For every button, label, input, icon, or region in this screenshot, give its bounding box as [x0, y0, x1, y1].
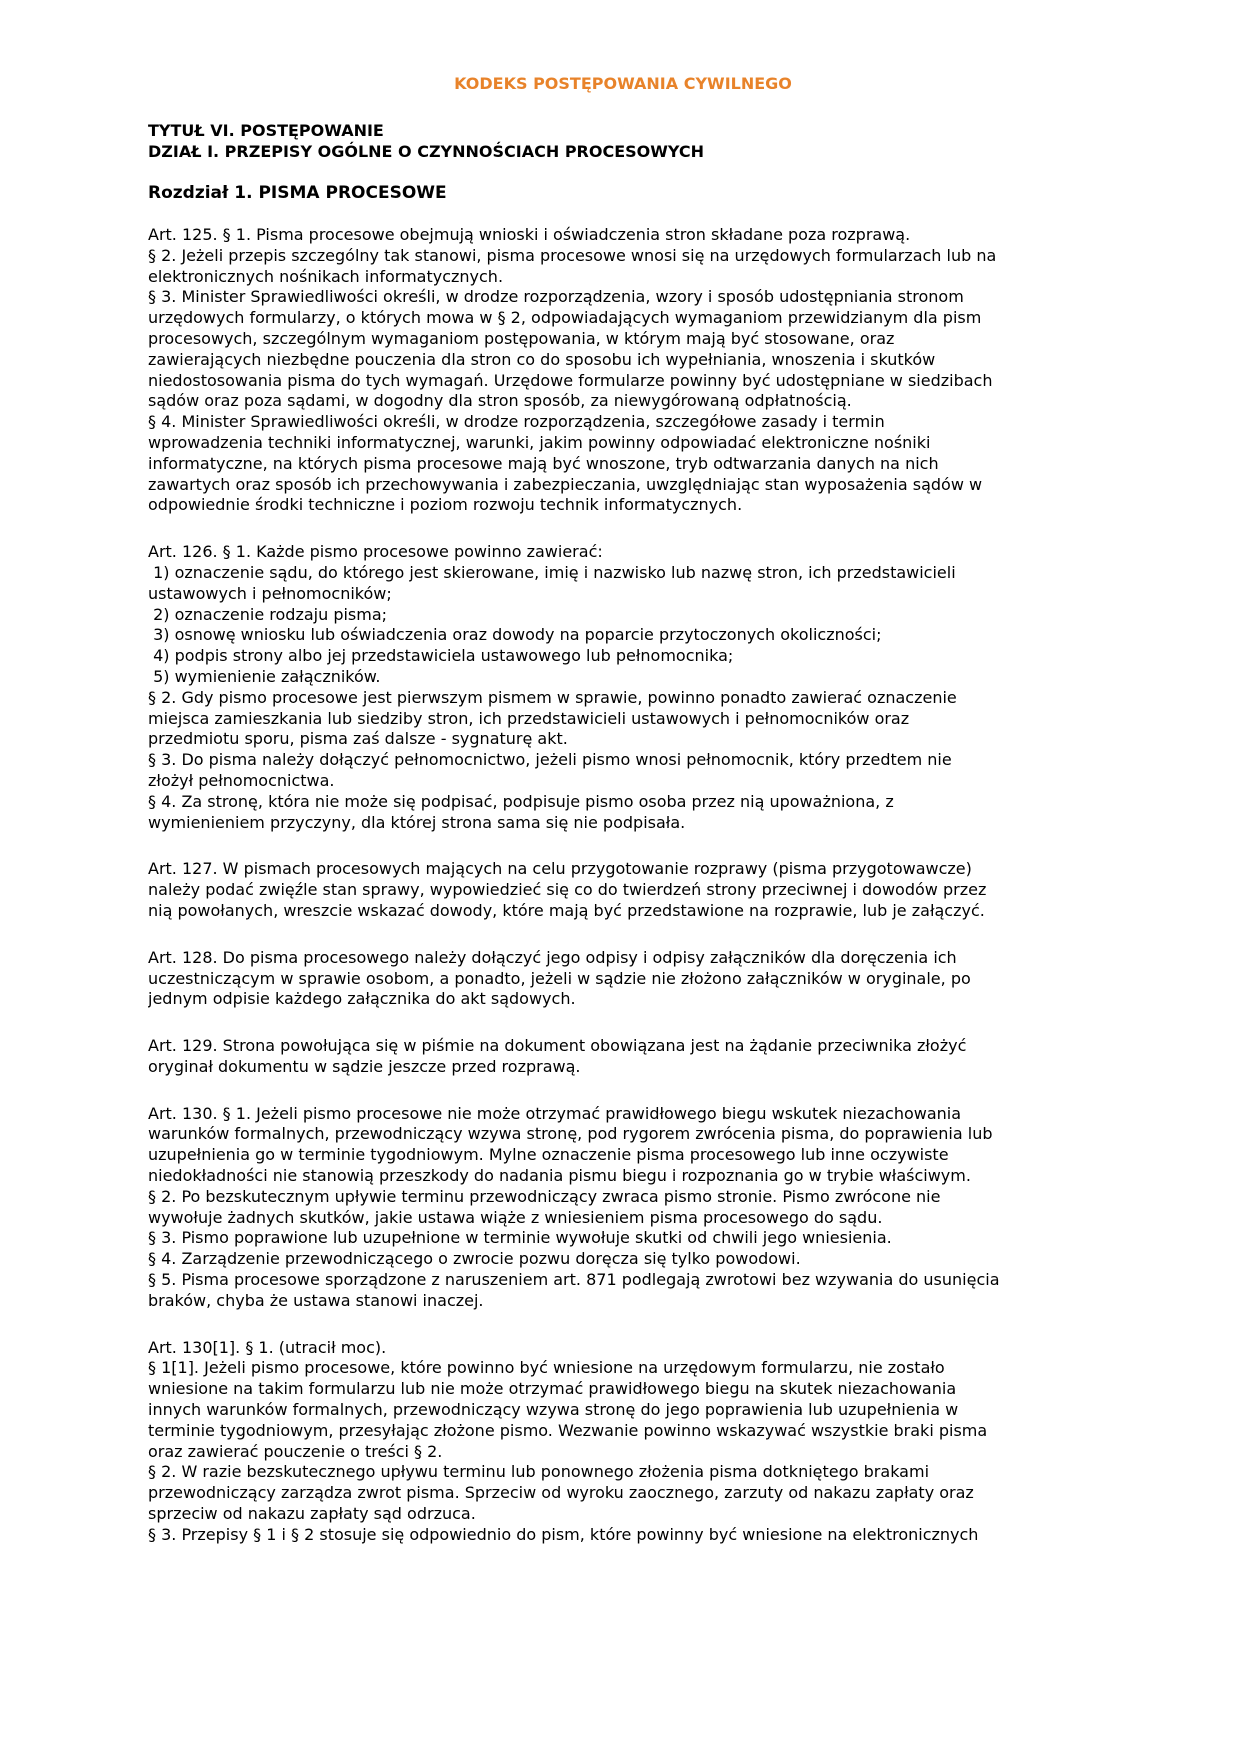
article-128: [148, 948, 1098, 1010]
article-text-line: Art. 125. § 1. Pisma procesowe obejmują wnioski i oświadczenia stron składane poza rozprawą.: [148, 225, 911, 244]
article-text-line: złożył pełnomocnictwa.: [148, 770, 335, 790]
article-text-line: 3) osnowę wniosku lub oświadczenia oraz dowody na poparcie przytoczonych okoliczności;: [148, 625, 882, 645]
article-text-line: uzupełnienia go w terminie tygodniowym. Mylne oznaczenie pisma procesowego lub inne oczywiste: [148, 1145, 949, 1165]
article-text-line: terminie tygodniowym, przesyłając złożone pismo. Wezwanie powinno wskazywać wszystkie braki pisma: [148, 1420, 988, 1440]
article-text-line: 4) podpis strony albo jej przedstawiciela ustawowego lub pełnomocnika;: [148, 646, 734, 666]
article-129: [148, 1036, 1098, 1078]
article-text-line: ustawowych i pełnomocników;: [148, 583, 392, 603]
article-text-line: Art. 130[1]. § 1. (utracił moc).: [148, 1337, 387, 1357]
article-text-line: § 2. Po bezskutecznym upływie terminu przewodniczący zwraca pismo stronie. Pismo zwrócone nie: [148, 1186, 941, 1206]
article-text-line: należy podać zwięźle stan sprawy, wypowiedzieć się co do twierdzeń strony przeciwnej i dowodów przez: [148, 880, 987, 900]
article-text-line: § 1[1]. Jeżeli pismo procesowe, które powinno być wniesione na urzędowym formularzu, nie zostało: [148, 1358, 945, 1378]
article-text-line: § 3. Minister Sprawiedliwości określi, w drodze rozporządzenia, wzory i sposób udostępniania stronom: [148, 287, 964, 307]
article-text-line: § 2. W razie bezskutecznego upływu terminu lub ponownego złożenia pisma dotkniętego brakami: [148, 1462, 930, 1482]
article-text-line: § 5. Pisma procesowe sporządzone z naruszeniem art. 871 podlegają zwrotowi bez wzywania do usunięcia: [148, 1270, 1000, 1290]
article-text-line: jednym odpisie każdego załącznika do akt sądowych.: [148, 989, 576, 1009]
article-text-line: wywołuje żadnych skutków, jakie ustawa wiąże z wniesieniem pisma procesowego do sądu.: [148, 1207, 883, 1227]
article-text-line: Art. 130. § 1. Jeżeli pismo procesowe nie może otrzymać prawidłowego biegu wskutek niezachowania: [148, 1103, 962, 1123]
article-text-line: warunków formalnych, przewodniczący wzywa stronę, pod rygorem zwrócenia pisma, do poprawienia lub: [148, 1124, 993, 1144]
article-text-line: oraz zawierać pouczenie o treści § 2.: [148, 1441, 443, 1461]
article-text-line: § 2. Jeżeli przepis szczególny tak stanowi, pisma procesowe wnosi się na urzędowych formularzach lub na: [148, 245, 997, 265]
article-text-line: sądów oraz poza sądami, w dogodny dla stron sposób, za niewygórowaną odpłatnością.: [148, 391, 852, 411]
article-text-line: 2) oznaczenie rodzaju pisma;: [148, 604, 388, 624]
article-text-line: § 4. Zarządzenie przewodniczącego o zwrocie pozwu doręcza się tylko powodowi.: [148, 1249, 801, 1269]
article-text-line: 1) oznaczenie sądu, do którego jest skierowane, imię i nazwisko lub nazwę stron, ich przedstawicieli: [148, 562, 956, 582]
article-text-line: Art. 126. § 1. Każde pismo procesowe powinno zawierać:: [148, 542, 603, 562]
article-text-line: uczestniczącym w sprawie osobom, a ponadto, jeżeli w sądzie nie złożono załączników w oryginale, po: [148, 968, 971, 988]
document-page: [148, 72, 1098, 1572]
article-text-line: 5) wymienienie załączników.: [148, 666, 381, 686]
article-text-line: elektronicznych nośnikach informatycznych.: [148, 266, 504, 286]
article-text-line: § 3. Przepisy § 1 i § 2 stosuje się odpowiednio do pism, które powinny być wniesione na elektronicznych: [148, 1524, 979, 1544]
article-text-line: miejsca zamieszkania lub siedziby stron, ich przedstawicieli ustawowych i pełnomocników oraz: [148, 708, 910, 728]
article-text-line: niedokładności nie stanowią przeszkody do nadania pismu biegu i rozpoznania go w trybie właściwym.: [148, 1166, 971, 1186]
article-text-line: braków, chyba że ustawa stanowi inaczej.: [148, 1290, 484, 1310]
article-text-line: informatyczne, na których pisma procesowe mają być wnoszone, tryb odtwarzania danych na nich: [148, 453, 939, 473]
division-heading: DZIAŁ I. PRZEPISY OGÓLNE O CZYNNOŚCIACH PROCESOWYCH: [148, 142, 705, 161]
article-130: [148, 1104, 1098, 1312]
article-127: [148, 859, 1098, 921]
article-text-line: procesowych, szczególnym wymaganiom postępowania, w którym mają być stosowane, oraz: [148, 328, 895, 348]
chapter-heading: Rozdział 1. PISMA PROCESOWE: [148, 183, 447, 203]
article-text-line: przewodniczący zarządza zwrot pisma. Sprzeciw od wyroku zaocznego, zarzuty od nakazu zapłaty oraz: [148, 1483, 974, 1503]
document-title: KODEKS POSTĘPOWANIA CYWILNEGO: [454, 74, 792, 93]
article-text-line: § 3. Pismo poprawione lub uzupełnione w terminie wywołuje skutki od chwili jego wniesienia.: [148, 1228, 892, 1248]
article-text-line: odpowiednie środki techniczne i poziom rozwoju technik informatycznych.: [148, 495, 743, 515]
article-text-line: Art. 129. Strona powołująca się w piśmie na dokument obowiązana jest na żądanie przeciwnika złożyć: [148, 1036, 967, 1056]
article-126: [148, 542, 1098, 833]
article-text-line: zawartych oraz sposób ich przechowywania i zabezpieczania, uwzględniając stan wyposażenia sądów w: [148, 474, 983, 494]
article-text-line: § 2. Gdy pismo procesowe jest pierwszym pismem w sprawie, powinno ponadto zawierać oznaczenie: [148, 687, 957, 707]
article-text-line: niedostosowania pisma do tych wymagań. Urzędowe formularze powinny być udostępniane w siedzibach: [148, 370, 993, 390]
article-130-1: [148, 1338, 1098, 1546]
articles-container: [148, 225, 1098, 1546]
article-text-line: Art. 127. W pismach procesowych mających na celu przygotowanie rozprawy (pisma przygotowawcze): [148, 859, 972, 879]
title-heading: TYTUŁ VI. POSTĘPOWANIE: [148, 121, 384, 140]
article-text-line: § 4. Za stronę, która nie może się podpisać, podpisuje pismo osoba przez nią upoważniona, z: [148, 791, 894, 811]
article-text-line: wprowadzenia techniki informatycznej, warunki, jakim powinny odpowiadać elektroniczne nośniki: [148, 432, 931, 452]
article-text-line: sprzeciw od nakazu zapłaty sąd odrzuca.: [148, 1504, 476, 1524]
article-text-line: oryginał dokumentu w sądzie jeszcze przed rozprawą.: [148, 1056, 581, 1076]
article-text-line: urzędowych formularzy, o których mowa w § 2, odpowiadających wymaganiom przewidzianym dla pism: [148, 308, 982, 328]
article-text-line: wymienieniem przyczyny, dla której strona sama się nie podpisała.: [148, 812, 686, 832]
article-125: [148, 225, 1098, 516]
article-text-line: innych warunków formalnych, przewodniczący wzywa stronę do jego poprawienia lub uzupełnienia w: [148, 1400, 959, 1420]
article-text-line: Art. 128. Do pisma procesowego należy dołączyć jego odpisy i odpisy załączników dla doręczenia ich: [148, 947, 957, 967]
article-text-line: § 3. Do pisma należy dołączyć pełnomocnictwo, jeżeli pismo wnosi pełnomocnik, który przedtem nie: [148, 750, 952, 770]
article-text-line: nią powołanych, wreszcie wskazać dowody, które mają być przedstawione na rozprawie, lub je załączyć.: [148, 900, 985, 920]
article-text-line: § 4. Minister Sprawiedliwości określi, w drodze rozporządzenia, szczegółowe zasady i termin: [148, 412, 885, 432]
article-text-line: zawierających niezbędne pouczenia dla stron co do sposobu ich wypełniania, wnoszenia i skutków: [148, 349, 936, 369]
article-text-line: wniesione na takim formularzu lub nie może otrzymać prawidłowego biegu na skutek niezachowania: [148, 1379, 957, 1399]
article-text-line: przedmiotu sporu, pisma zaś dalsze - sygnaturę akt.: [148, 729, 568, 749]
